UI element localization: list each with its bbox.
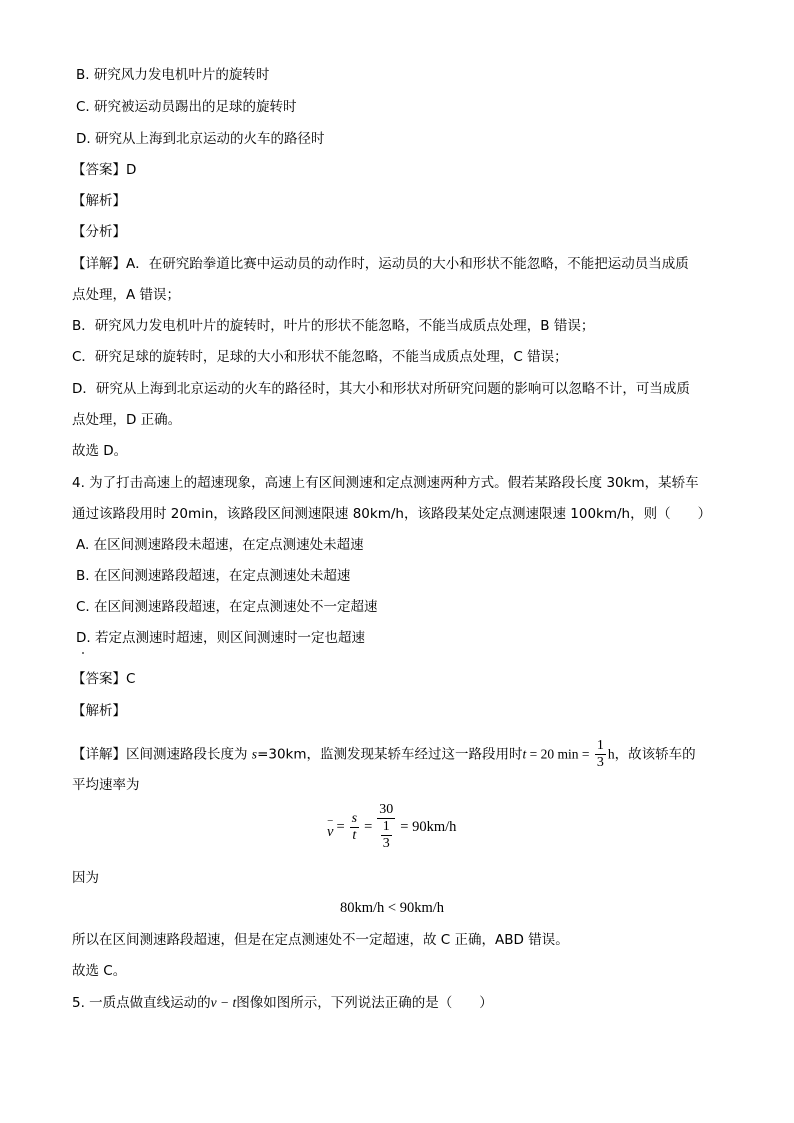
option-b: B. 研究风力发电机叶片的旋转时 [76, 67, 270, 83]
detail-line: C．研究足球的旋转时，足球的大小和形状不能忽略，不能当成质点处理，C 错误； [72, 349, 568, 365]
choose-line: 故选 C。 [72, 963, 127, 979]
answer-label: 【答案】D [72, 162, 137, 178]
option-d: D. 研究从上海到北京运动的火车的路径时 [76, 131, 325, 147]
detail-line: D．研究从上海到北京运动的火车的路径时，其大小和形状对所研究问题的影响可以忽略不计，可当成质 [72, 381, 690, 397]
answer-label: 【答案】C [72, 671, 136, 687]
analysis-sub-label: 【分析】 [72, 224, 126, 240]
speck [82, 652, 84, 654]
question-4-stem: 4. 为了打击高速上的超速现象，高速上有区间测速和定点测速两种方式。假若某路段长度 30km，某轿车 [72, 475, 699, 491]
option-c: C. 研究被运动员踢出的足球的旋转时 [76, 99, 297, 115]
option-a: A. 在区间测速路段未超速，在定点测速处未超速 [76, 537, 364, 553]
detail-line: 所以在区间测速路段超速，但是在定点测速处不一定超速，故 C 正确，ABD 错误。 [72, 932, 569, 948]
detail-line: 点处理，A 错误； [72, 287, 181, 303]
inequality: 80km/h < 90km/h [340, 900, 445, 916]
question-4-stem: 通过该路段用时 20min，该路段区间测速限速 80km/h，该路段某处定点测速限速 100km/h，则（ ） [72, 506, 712, 522]
detail-line: 点处理，D 正确。 [72, 412, 182, 428]
fraction: $\frac{1}{3}$ [596, 738, 604, 770]
detail-line: 【详解】区间测速路段长度为 s=30km，监测发现某轿车经过这一路段用时t = 20 min = $\frac{1}{3}$ h，故该轿车的 [72, 738, 696, 770]
detail-line: B．研究风力发电机叶片的旋转时，叶片的形状不能忽略，不能当成质点处理，B 错误； [72, 318, 595, 334]
detail-line: 平均速率为 [72, 777, 140, 793]
analysis-label: 【解析】 [72, 193, 126, 209]
option-b: B. 在区间测速路段超速，在定点测速处未超速 [76, 568, 351, 584]
average-speed-equation: − v = $\frac{s}{t}$ = 30 1 3 = 90km/h [327, 802, 457, 851]
question-5-stem: 5. 一质点做直线运动的v − t图像如图所示，下列说法正确的是（ ） [72, 995, 493, 1011]
detail-line: 【详解】A．在研究跆拳道比赛中运动员的动作时，运动员的大小和形状不能忽略，不能把运动员当成质 [72, 256, 689, 272]
choose-line: 故选 D。 [72, 443, 128, 459]
option-d: D. 若定点测速时超速，则区间测速时一定也超速 [76, 630, 365, 646]
detail-line: 因为 [72, 870, 99, 886]
option-c: C. 在区间测速路段超速，在定点测速处不一定超速 [76, 599, 378, 615]
analysis-label: 【解析】 [72, 703, 126, 719]
